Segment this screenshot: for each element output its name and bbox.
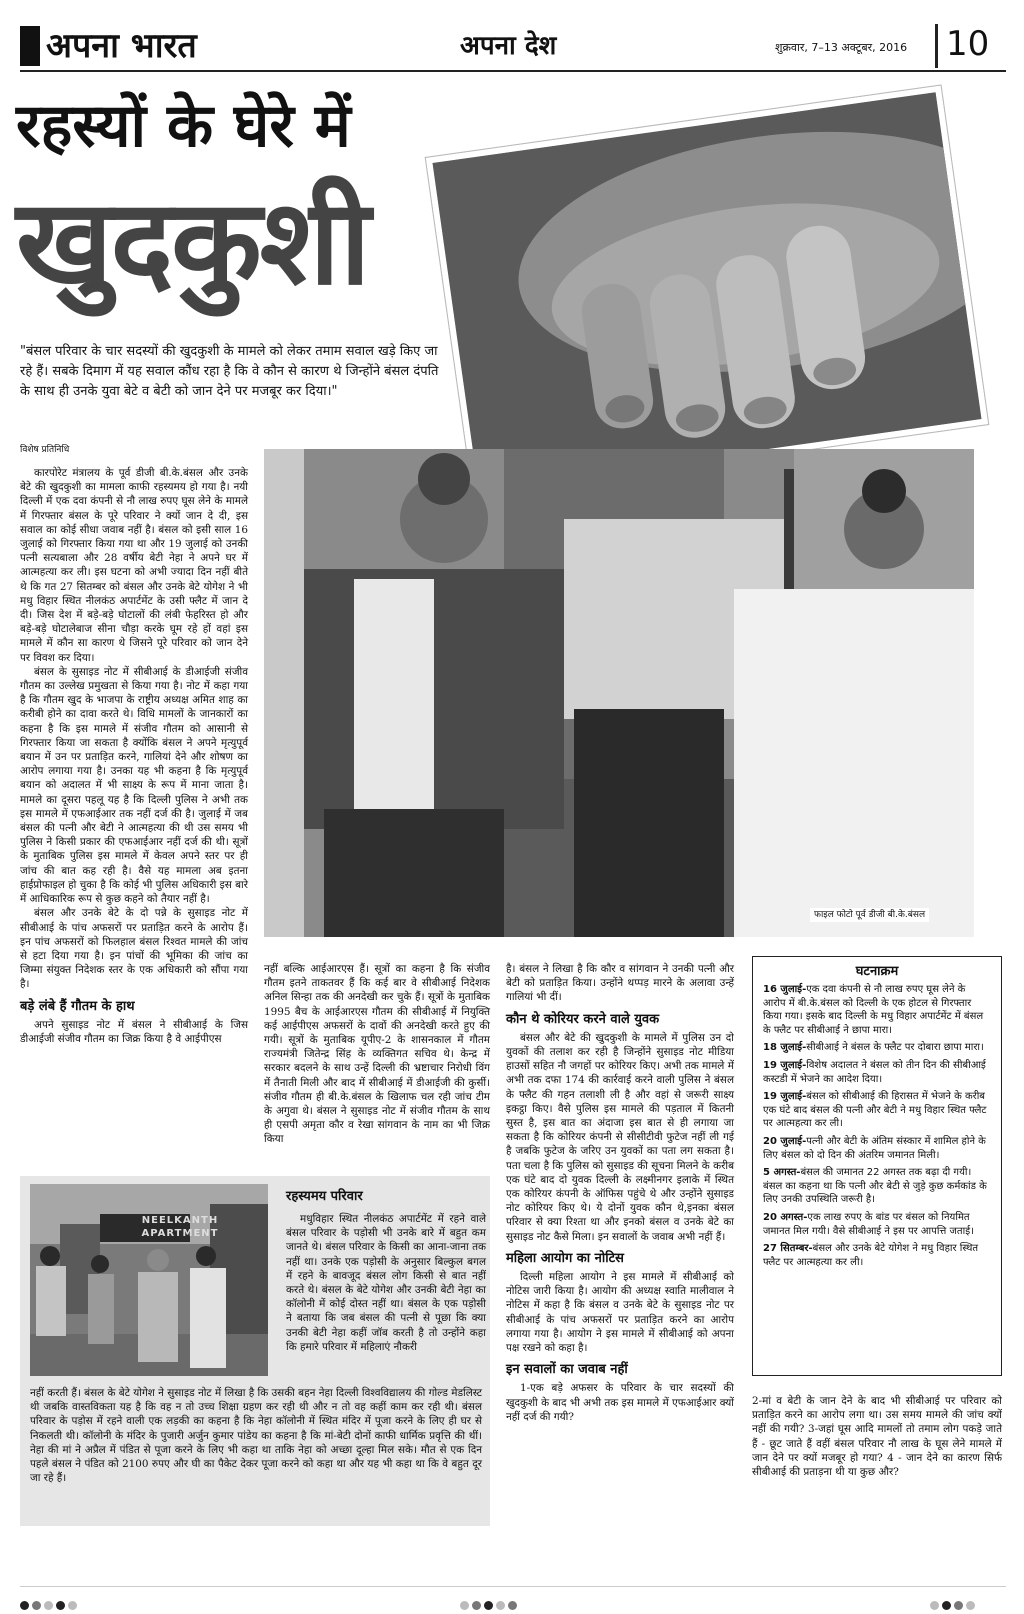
col2-paragraph: नहीं बल्कि आईआरएस हैं। सूत्रों का कहना है कि संजीव गौतम इतने ताकतवर हैं कि कई बार वे सीबीआई निदेशक अनिल सिन्हा तक की अनदेखी कर चुके हैं। सूत्रों के मुताबिक 1995 बैच के आईआरएस गौतम की सीबीआई में नियुक्ति कई आईपीएस अफसरों के दावों की अनदेखी करते हुए की गयी। सूत्रों के मुताबिक यूपीए-2 के शासनकाल में गौतम राज्यमंत्री जितेन्द्र सिंह के व्यक्तिगत सचिव थे। केन्द्र में सरकार बदलने के साथ उन्हें दिल्ली की भ्रष्टाचार निरोधी विंग में तैनाती मिली और बाद में सीबीआई में डीआईजी की कुर्सी। संजीव गौतम ही बी.के.बंसल के खिलाफ चल रही जांच टीम के अगुवा थे। बंसल ने सुसाइड नोट में संजीव गौतम के साथ ही एसपी अमृता कौर व रेखा सांगवान के नाम का भी जिक्र किया bbox=[264, 963, 490, 1146]
photo-caption: फाइल फोटो पूर्व डीजी बी.के.बंसल bbox=[810, 908, 929, 922]
byline: विशेष प्रतिनिधि bbox=[20, 445, 70, 455]
building-sign: NEELKANTH APARTMENT bbox=[141, 1215, 219, 1239]
timeline-item bbox=[763, 1059, 991, 1086]
main-photo bbox=[264, 449, 974, 937]
header-divider bbox=[935, 24, 938, 68]
col1-subheading: बड़े लंबे हैं गौतम के हाथ bbox=[20, 998, 135, 1014]
building-photo bbox=[30, 1184, 268, 1376]
timeline-item-text: बंसल और उनके बेटे योगेश ने मधु विहार स्थित फ्लैट पर आत्महत्या कर ली। bbox=[763, 1243, 979, 1268]
timeline-item-text: बंसल को सीबीआई की हिरासत में भेजने के करीब एक घंटे बाद बंसल की पत्नी और बेटी ने मधु विहार स्थित फ्लैट पर आत्महत्या कर ली। bbox=[763, 1091, 987, 1130]
questions-text: 2-मां व बेटी के जान देने के बाद भी सीबीआई पर परिवार को प्रताड़ित करने का आरोप लगा था। उस समय मामले की जांच क्यों नहीं की गयी? 3-जहां घूस आदि मामलों तो तमाम लोग पकड़े जाते हैं - छूट जाते हैं वहीं बंसल परिवार नौ लाख के घूस लेने मामले में जान देने पर क्यों मजबूर हो गया? 4 - जान देने का कारण सिर्फ सीबीआई की प्रताड़ना थी या कुछ और? bbox=[752, 1395, 1002, 1479]
col3-subheading-courier: कौन थे कोरियर करने वाले युवक bbox=[506, 1011, 660, 1027]
timeline-list bbox=[763, 983, 991, 1269]
timeline-item-date: 19 जुलाई- bbox=[763, 1091, 807, 1103]
timeline-item-text: बंसल की जमानत 22 अगस्त तक बढ़ा दी गयी। बंसल का कहना था कि पत्नी और बेटी से जुड़े कुछ कर्मकांड के लिए उनकी उपस्थिति जरूरी है। bbox=[763, 1167, 987, 1206]
footer-dots-left bbox=[20, 1595, 80, 1614]
col1-tail: अपने सुसाइड नोट में बंसल ने सीबीआई के जिस डीआईजी संजीव गौतम का जिक्र किया है वे आईपीएस bbox=[20, 1018, 248, 1045]
timeline-item-date: 20 जुलाई- bbox=[763, 1135, 807, 1147]
timeline-box bbox=[752, 956, 1002, 1376]
column-3 bbox=[506, 962, 734, 1424]
timeline-title: घटनाक्रम bbox=[855, 964, 899, 979]
brand-block bbox=[20, 26, 40, 66]
standfirst: "बंसल परिवार के चार सदस्यों की खुदकुशी के मामले को लेकर तमाम सवाल खड़े किए जा रहे हैं। सबके दिमाग में यह सवाल कौंध रहा है कि वे कौन से कारण थे जिन्होंने बंसल दंपति के साथ ही उनके युवा बेटे व बेटी को जान देने पर मजबूर कर दिया।" bbox=[20, 344, 439, 399]
footer-rule bbox=[20, 1586, 1006, 1587]
timeline-item-text: सीबीआई ने बंसल के फ्लैट पर दोबारा छापा मारा। bbox=[806, 1042, 984, 1054]
timeline-item bbox=[763, 1211, 991, 1238]
timeline-item-date: 20 अगस्त- bbox=[763, 1211, 808, 1223]
timeline-item-text: पत्नी और बेटी के अंतिम संस्कार में शामिल होने के लिए बंसल को दो दिन की अंतरिम जमानत मिली। bbox=[763, 1135, 986, 1161]
timeline-item bbox=[763, 1090, 991, 1131]
timeline-item-date: 5 अगस्त- bbox=[763, 1167, 801, 1179]
mystery-body: मधुविहार स्थित नीलकंठ अपार्टमेंट में रहने वाले बंसल परिवार के पड़ोसी भी उनके बारे में बहुत कम जानते थे। बंसल परिवार के किसी का आना-जाना तक नहीं था। उनके एक पड़ोसी के अनुसार बिल्कुल बगल में रहने के बावजूद बंसल लोग किसी से बात नहीं करते थे। बंसल के बेटे योगेश और उनकी बेटी नेहा का कॉलोनी में कोई दोस्त नहीं था। बंसल के एक पड़ोसी ने बताया कि जब बंसल की पत्नी से पूछा कि क्या उनकी बेटी नेहा कहीं जॉब करती है तो उन्होंने कहा कि हमारे परिवार में महिलाएं नौकरी bbox=[286, 1213, 486, 1353]
timeline-item bbox=[763, 983, 991, 1037]
hand-photo bbox=[426, 85, 989, 496]
col3-body-questions: 1-एक बड़े अफसर के परिवार के चार सदस्यों की खुदकुशी के बाद भी अभी तक इस मामले में एफआईआर क्यों नहीं दर्ज की गयी? bbox=[506, 1382, 734, 1423]
col3-subheading-questions: इन सवालों का जवाब नहीं bbox=[506, 1362, 628, 1378]
timeline-item-text: एक लाख रुपए के बांड पर बंसल को नियमित जमानत मिल गयी। वैसे सीबीआई ने इस पर आपत्ति जताई। bbox=[763, 1211, 974, 1237]
column-2 bbox=[264, 962, 490, 1147]
col3-body-courier: बंसल और बेटे की खुदकुशी के मामले में पुलिस उन दो युवकों की तलाश कर रही है जिन्होंने सुसाइड नोट मीडिया हाउसों सहित नौ जगहों पर कोरियर किए। अभी तक मामले में अभी तक दफा 174 की कार्रवाई करने वाली पुलिस ने बंसल के फ्लैट की गहन तलाशी ली है और वहां से जरूरी साक्ष्य इकट्ठा किए। वैसे पुलिस इस मामले की पड़ताल में कितनी सुस्त है, इस बात का अंदाजा इस बात से ही लगाया जा सकता है कि कोरियर कंपनी से सीसीटीवी फुटेज नहीं ली गई है जबकि फुटेज के जरिए उन युवकों का पता लग सकता है। पता चला है कि पुलिस को सुसाइड की सूचना मिलने के करीब एक घंटे बाद दो युवक दिल्ली के लक्ष्मीनगर इलाके में स्थित एक कोरियर कंपनी के ऑफिस पहुंचे थे और उन्होंने सुसाइड नोट कोरियर किए थे। ये दोनों युवक कौन थे,इनका बंसल परिवार से क्या रिश्ता था और इनको बंसल व उनके बेटे का सुसाइड नोट कैसे मिला। इन सवालों के जवाब अभी नहीं हैं। bbox=[506, 1031, 734, 1243]
col3-body-women-commission: दिल्ली महिला आयोग ने इस मामले में सीबीआई को नोटिस जारी किया है। आयोग की अध्यक्ष स्वाति मालीवाल ने नोटिस में कहा है कि बंसल व उनके बेटे के सुसाइड नोट पर सीबीआई के पांच अफसरों पर प्रताड़ित करने का आरोप लगाया गया है। आयोग ने इस मामले में सीबीआई को अपना पक्ष रखने को कहा है। bbox=[506, 1271, 734, 1355]
page-number: 10 bbox=[946, 24, 990, 64]
section-title: अपना देश bbox=[460, 31, 557, 61]
footer-dots-right bbox=[930, 1595, 978, 1614]
timeline-item bbox=[763, 1166, 991, 1207]
col1-paragraph-3: बंसल और उनके बेटे के दो पन्ने के सुसाइड नोट में सीबीआई के पांच अफसरों पर प्रताड़ित करने के आरोप हैं। इन पांच अफसरों को फिलहाल बंसल रिश्वत मामले की जांच से हटा दिया गया है। इन पांचों की भूमिका की जांच का जिम्मा संयुक्त निदेशक स्तर के एक अधिकारी को सौंपा गया है। bbox=[20, 907, 248, 991]
timeline-item-date: 16 जुलाई- bbox=[763, 984, 807, 995]
timeline-item bbox=[763, 1242, 991, 1269]
col3-subheading-women-commission: महिला आयोग का नोटिस bbox=[506, 1250, 624, 1266]
col1-paragraph-1: कारपोरेट मंत्रालय के पूर्व डीजी बी.के.बंसल और उनके बेटे की खुदकुशी का मामला काफी रहस्यमय हो गया है। नयी दिल्ली में एक दवा कंपनी से नौ लाख रुपए घूस लेने के मामले में गिरफ्तार बंसल के पूरे परिवार ने क्यों जान दे दी, इस सवाल का कोई सीधा जवाब नहीं है। बंसल को इसी साल 16 जुलाई को गिरफ्तार किया गया था और 19 जुलाई को उनकी पत्नी सत्यबाला और 28 वर्षीय बेटी नेहा ने अपने घर में आत्महत्या कर ली। इस घटना को अभी ज्यादा दिन नहीं बीते थे कि गत 27 सितम्बर को बंसल और उनके बेटे योगेश ने भी मधु विहार स्थित नीलकंठ अपार्टमेंट के उसी फ्लैट में जान दे दी। जिस देश में बड़े-बड़े घोटालों की लंबी फेहरिस्त हो और बड़े-बड़े घोटालेबाज सीना चौड़ा करके घूम रहे हों वहां इस मामले में कौन सा कारण थे जिसने पूरे परिवार को जान देने पर विवश कर दिया। bbox=[20, 467, 248, 664]
headline-line1: रहस्यों के घेरे में bbox=[16, 91, 351, 161]
headline-line2: खुदकुशी bbox=[16, 173, 369, 311]
timeline-item-date: 27 सितम्बर- bbox=[763, 1243, 813, 1255]
timeline-item-date: 18 जुलाई- bbox=[763, 1042, 807, 1054]
column-1 bbox=[20, 466, 248, 1046]
masthead-bar bbox=[20, 20, 1006, 72]
timeline-item-date: 19 जुलाई- bbox=[763, 1059, 807, 1071]
timeline-item bbox=[763, 1135, 991, 1162]
col1-paragraph-2: बंसल के सुसाइड नोट में सीबीआई के डीआईजी संजीव गौतम का उल्लेख प्रमुखता से किया गया है। नोट में कहा गया है कि गौतम खुद के भाजपा के राष्ट्रीय अध्यक्ष अमित शाह का करीबी होने का दावा करते थे। विधि मामलों के जानकारों का कहना है कि इस मामले में संजीव गौतम को आसानी से गिरफ्तार किया जा सकता है क्योंकि बंसल ने अपने मृत्युपूर्व बयान में उन पर प्रताड़ित करने, गालियां देने और शोषण का आरोप लगाया गया है। उनका यह भी कहना है कि मृत्युपूर्व बयान को अदालत में भी साक्ष्य के रूप में माना जाता है। मामले का दूसरा पहलू यह है कि दिल्ली पुलिस ने अभी तक इस मामले में एफआईआर तक नहीं दर्ज की है। जुलाई में जब बंसल की पत्नी और बेटी ने आत्महत्या की थी उस समय भी पुलिस ने किसी प्रकार की एफआईआर नहीं दर्ज की थी। सूत्रों के मुताबिक पुलिस इस मामले में केवल अपने स्तर पर ही जांच की बात कह रही है। वैसे यह मामला अब इतना हाईप्रोफाइल हो चुका है कि कोई भी पुलिस अधिकारी इस बारे में आधिकारिक रूप से कुछ कहने को तैयार नहीं है। bbox=[20, 665, 248, 906]
brand-logo: अपना भारत bbox=[46, 26, 197, 66]
timeline-item-text: विशेष अदालत ने बंसल को तीन दिन की सीबीआई कस्टडी में भेजने का आदेश दिया। bbox=[763, 1059, 986, 1085]
col3-intro: है। बंसल ने लिखा है कि कौर व सांगवान ने उनकी पत्नी और बेटी को प्रताड़ित किया। उन्होंने थप्पड़ मारने के अलावा उन्हें गालियां भी दीं। bbox=[506, 963, 734, 1004]
mystery-heading: रहस्यमय परिवार bbox=[286, 1189, 363, 1204]
issue-date: शुक्रवार, 7–13 अक्टूबर, 2016 bbox=[775, 41, 908, 54]
timeline-item bbox=[763, 1041, 991, 1055]
timeline-item-text: एक दवा कंपनी से नौ लाख रुपए घूस लेने के आरोप में बी.के.बंसल को दिल्ली के एक होटल से गिरफ्तार किया गया। इसके बाद दिल्ली के मधु विहार अपार्टमेंट में बंसल के फ्लैट पर सीबीआई ने छापा मारा। bbox=[763, 984, 984, 1036]
mystery-tail: नहीं करती हैं। बंसल के बेटे योगेश ने सुसाइड नोट में लिखा है कि उसकी बहन नेहा दिल्ली विश्वविद्यालय की गोल्ड मेडलिस्ट थी जबकि वास्तविकता यह है कि वह न तो उच्च शिक्षा ग्रहण कर रही थी और न तो वह कहीं काम कर रही थी। बंसल परिवार के पड़ोस में रहने वाली एक लड़की का कहना है कि नेहा कॉलोनी में स्थित मंदिर में पूजा करने के लिए ही घर से निकलती थी। कॉलोनी के मंदिर के पुजारी अर्जुन कुमार पांडेय का कहना है कि मां-बेटी दोनों काफी धार्मिक प्रवृत्ति की थीं। नेहा की मां ने अप्रैल में पंडित से पूजा करने के लिए भी कहा था ताकि नेहा को अच्छा दूल्हा मिल सके। मौत से एक दिन पहले बंसल ने पंडित को 2100 रुपए और घी का पैकेट देकर पूजा करने को कहा था और यह भी कहा था कि वे बहुत दूर जा रहे हैं। bbox=[30, 1387, 483, 1485]
footer-dots-center bbox=[460, 1595, 520, 1614]
